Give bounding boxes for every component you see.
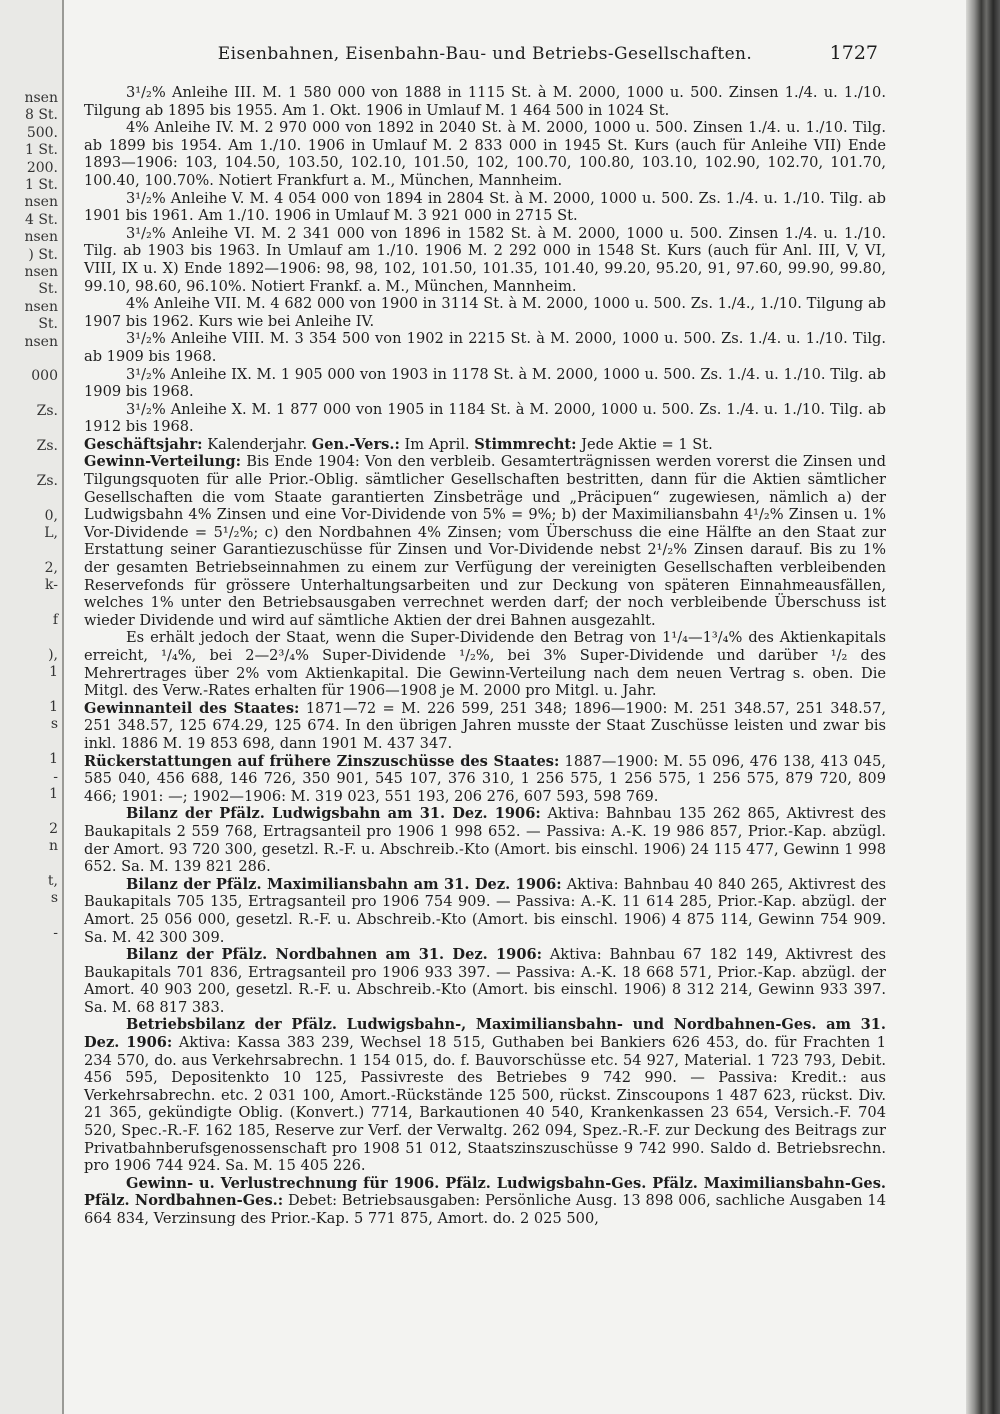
bold-heading: Bilanz der Pfälz. Maximiliansbahn am 31. Dez. 1906: [126, 875, 562, 893]
adjacent-page-fragment: k- [45, 577, 58, 594]
text-paragraph [84, 225, 886, 295]
adjacent-page-fragment: 1 [49, 699, 58, 715]
text-paragraph [84, 366, 886, 401]
text-paragraph [84, 436, 886, 454]
adjacent-page-fragment: t, [47, 873, 58, 889]
adjacent-page-fragment: f [52, 612, 58, 628]
text-paragraph [84, 876, 886, 946]
adjacent-page-fragment: 8 St. [24, 107, 58, 124]
adjacent-page-fragment: - [53, 925, 58, 942]
book-binding-edge [966, 0, 1000, 1414]
bold-heading: Bilanz der Pfälz. Ludwigsbahn am 31. Dez. 1906: [126, 805, 541, 823]
document-page [84, 30, 886, 1400]
paragraph-text: 3¹/₂% Anleihe X. M. 1 877 000 von 1905 in 1184 St. à M. 2000, 1000 u. 500. Zs. 1./4. u. 1./10. Tilg. ab 1912 bis 1968. [84, 400, 886, 436]
adjacent-page-fragment: s [50, 890, 58, 907]
paragraph-text: 1887—1900: M. 55 096, 476 138, 413 045, 585 040, 456 688, 146 726, 350 901, 545 107, 376 310, 1 256 575, 1 256 575, 1 256 575, 879 720, 809 466; 1901: —; 1902—1906: M. 319 023, 551 193, 206 276, 607 593, 598 769. [84, 752, 886, 805]
adjacent-page-fragment: 0, [44, 507, 58, 524]
adjacent-page-fragment: 4 St. [24, 211, 58, 228]
text-paragraph [84, 1016, 886, 1174]
paragraph-text: 1871—72 = M. 226 599, 251 348; 1896—1900: M. 251 348.57, 251 348.57, 251 348.57, 125 674.29, 125 674. In den übrigen Jahren musste der Staat Zuschüsse leisten und zwar bis inkl. 1886 M. 19 853 698, dann 1901 M. 437 347. [84, 699, 886, 752]
bold-heading: Betriebsbilanz der Pfälz. Ludwigsbahn-, Maximiliansbahn- und Nordbahnen-Ges. am 31. Dez. 1906: [84, 1016, 886, 1052]
text-paragraph [84, 1175, 886, 1228]
adjacent-page-fragment: St. [38, 281, 58, 298]
paragraph-text: 3¹/₂% Anleihe III. M. 1 580 000 von 1888 in 1115 St. à M. 2000, 1000 u. 500. Zinsen 1./4. u. 1./10. Tilgung ab 1895 bis 1955. Am 1. Okt. 1906 in Umlauf M. 1 464 500 in 1024 St. [84, 84, 886, 119]
text-paragraph [84, 700, 886, 753]
bold-heading: Rückerstattungen auf frühere Zinszuschüsse des Staates: [84, 752, 560, 770]
paragraph-text: 3¹/₂% Anleihe VIII. M. 3 354 500 von 1902 in 2215 St. à M. 2000, 1000 u. 500. Zs. 1./4. u. 1./10. Tilg. ab 1909 bis 1968. [84, 330, 886, 365]
adjacent-page-fragment: 1 St. [24, 142, 58, 159]
adjacent-page-fragment: Zs. [36, 403, 58, 420]
adjacent-page-strip [0, 0, 64, 1414]
paragraph-text: Aktiva: Kassa 383 239, Wechsel 18 515, Guthaben bei Bankiers 626 453, do. für Frachten 1 234 570, do. aus Verkehrsabrechn. 1 154 015, do. f. Bauvorschüsse etc. 54 927, Material. 1 723 793, Debit. 456 595, Depositenkto 10 125, Passivreste des Betriebes 9 742 990. — Passiva: Kredit.: aus Verkehrsabrechn. etc. 2 031 100, Amort.-Rückstände 125 500, rückst. Zinscoupons 1 487 623, rückst. Div. 21 365, gekündigte Oblig. (Konvert.) 7714, Barkautionen 40 540, Krankenkassen 23 654, Versich.-F. 704 520, Spec.-R.-F. 162 185, Reserve zur Verf. der Verwaltg. 262 094, Spez.-R.-F. zur Deckung des Beitrags zur Privatbahnberufsgenossenschaft pro 1908 51 012, Staatszinszuschüsse 9 742 990. Saldo d. Betriebsrechn. pro 1906 744 924. Sa. M. 15 405 226. [84, 1034, 886, 1175]
paragraph-text: Im April. [399, 435, 475, 453]
text-paragraph [84, 453, 886, 629]
page-body [84, 84, 886, 1228]
paragraph-text: 4% Anleihe VII. M. 4 682 000 von 1900 in 3114 St. à M. 2000, 1000 u. 500. Zs. 1./4., 1./10. Tilgung ab 1907 bis 1962. Kurs wie bei Anleihe IV. [84, 295, 886, 330]
paragraph-text: Kalenderjahr. [202, 435, 312, 453]
adjacent-page-fragment: s [50, 716, 58, 733]
adjacent-page-fragment: Zs. [36, 438, 58, 454]
paragraph-text: Aktiva: Bahnbau 40 840 265, Aktivrest des Baukapitals 705 135, Ertragsanteil pro 1906 754 909. — Passiva: A.-K. 11 614 285, Prior.-Kap. abzügl. der Amort. 25 056 000, gesetzl. R.-F. u. Abschreib.-Kto (Amort. bis einschl. 1906) 4 875 114, Gewinn 754 909. Sa. M. 42 300 309. [84, 875, 886, 946]
text-paragraph [84, 805, 886, 875]
adjacent-page-fragment: nsen [24, 194, 58, 211]
text-paragraph [84, 753, 886, 806]
adjacent-page-fragment: nsen [24, 333, 58, 350]
bold-heading: Stimmrecht: [474, 435, 577, 453]
adjacent-page-fragment: 1 [49, 786, 58, 802]
bold-heading: Gen.-Vers.: [311, 435, 400, 453]
adjacent-page-fragment: 200. [26, 159, 58, 176]
adjacent-page-fragment: n [48, 838, 58, 855]
paragraph-text: 3¹/₂% Anleihe VI. M. 2 341 000 von 1896 in 1582 St. à M. 2000, 1000 u. 500. Zinsen 1./4. u. 1./10. Tilg. ab 1903 bis 1963. In Umlauf am 1./10. 1906 M. 2 292 000 in 1548 St. Kurs (auch für Anl. III, V, VI, VIII, IX u. X) Ende 1892—1906: 98, 98, 102, 101.50, 101.35, 101.40, 99.20, 95.20, 91, 97.60, 99.90, 99.80, 99.10, 98.60, 96.10%. Notiert Frankf. a. M., München, Mannheim. [84, 224, 886, 295]
adjacent-page-fragment: 1 St. [24, 177, 58, 193]
adjacent-page-fragment: nsen [24, 90, 58, 106]
adjacent-page-fragment: St. [38, 316, 58, 333]
bold-heading: Gewinnanteil des Staates: [84, 699, 300, 717]
adjacent-page-fragment: nsen [24, 264, 58, 280]
adjacent-page-fragment: - [53, 768, 58, 785]
adjacent-page-fragment: 1 [49, 664, 58, 681]
page-number: 1727 [829, 42, 878, 64]
paragraph-text: 3¹/₂% Anleihe IX. M. 1 905 000 von 1903 in 1178 St. à M. 2000, 1000 u. 500. Zs. 1./4. u. 1./10. Tilg. ab 1909 bis 1968. [84, 365, 886, 401]
text-paragraph [84, 190, 886, 225]
text-paragraph [84, 629, 886, 699]
paragraph-text: Es erhält jedoch der Staat, wenn die Super-Dividende den Betrag von 1¹/₄—1³/₄% des Aktienkapitals erreicht, ¹/₄%, bei 2—2³/₄% Super-Dividende ¹/₂%, bei 3% Super-Dividende und darüber ¹/₂ des Mehrertrages über 2% vom Aktienkapital. Die Gewinn-Verteilung nach dem neuen Vertrag s. oben. Die Mitgl. des Verw.-Rates erhalten für 1906—1908 je M. 2000 pro Mitgl. u. Jahr. [84, 629, 886, 700]
paragraph-text: Debet: Betriebsausgaben: Persönliche Ausg. 13 898 006, sachliche Ausgaben 14 664 834, Verzinsung des Prior.-Kap. 5 771 875, Amort. do. 2 025 500, [84, 1192, 886, 1227]
bold-heading: Gewinn- u. Verlustrechnung für 1906. Pfälz. Ludwigsbahn-Ges. Pfälz. Maximiliansbahn-Ges. Pfälz. Nordbahnen-Ges.: [84, 1174, 886, 1210]
running-head [84, 30, 886, 64]
page-header-title: Eisenbahnen, Eisenbahn-Bau- und Betriebs-Gesellschaften. [217, 44, 753, 64]
adjacent-page-fragment: 500. [26, 124, 58, 141]
bold-heading: Geschäftsjahr: [84, 435, 203, 453]
adjacent-page-fragment: nsen [24, 229, 58, 246]
paragraph-text: Aktiva: Bahnbau 135 262 865, Aktivrest des Baukapitals 2 559 768, Ertragsanteil pro 1906 1 998 652. — Passiva: A.-K. 19 986 857, Prior.-Kap. abzügl. der Amort. 93 720 300, gesetzl. R.-F. u. Abschreib.-Kto (Amort. bis einschl. 1906) 24 115 477, Gewinn 1 998 652. Sa. M. 139 821 286. [84, 805, 886, 876]
adjacent-page-fragment: 2, [44, 559, 58, 576]
text-paragraph [84, 119, 886, 189]
adjacent-page-fragment: Zs. [36, 472, 58, 489]
adjacent-page-fragment: ), [48, 646, 58, 663]
text-paragraph [84, 84, 886, 119]
bold-heading: Gewinn-Verteilung: [84, 453, 241, 471]
adjacent-page-fragment: 2 [49, 820, 58, 837]
adjacent-page-fragment: nsen [24, 298, 58, 315]
adjacent-page-fragment: 000 [31, 368, 58, 385]
adjacent-page-fragment: 1 [49, 751, 58, 768]
paragraph-text: Bis Ende 1904: Von den verbleib. Gesamterträgnissen werden vorerst die Zinsen und Tilgungsquoten für alle Prior.-Oblig. sämtlicher Gesellschaften bestritten, dann für die Aktien sämtlicher Gesellschaften die vom Staate garantierten Zinsbeträge und „Präcipuen“ zugewiesen, nämlich a) der Ludwigsbahn 4% Zinsen und eine Vor-Dividende von 5% = 9%; b) der Maximiliansbahn 4¹/₂% Zinsen u. 1% Vor-Dividende = 5¹/₂%; c) den Nordbahnen 4% Zinsen; vom Überschuss die eine Hälfte an den Staat zur Erstattung seiner Garantiezuschüsse für Zinsen und Vor-Dividende nebst 2¹/₂% Zinsen darauf. Bis zu 1% der gesamten Betriebseinnahmen zu einem zur Verfügung der vereinigten Gesellschaften verbleibenden Reservefonds für grössere Unterhaltungsarbeiten und zur Deckung von späteren Einnahmeausfällen, welches 1% unter den Betriebsausgaben verrechnet werden darf; der noch verbleibende Überschuss ist wieder Dividende und wird auf sämtliche Aktien der drei Bahnen ausgezahlt. [84, 453, 886, 629]
text-paragraph [84, 295, 886, 330]
paragraph-text: Jede Aktie = 1 St. [576, 435, 713, 453]
text-paragraph [84, 401, 886, 436]
text-paragraph [84, 330, 886, 365]
paragraph-text: Aktiva: Bahnbau 67 182 149, Aktivrest des Baukapitals 701 836, Ertragsanteil pro 1906 933 397. — Passiva: A.-K. 18 668 571, Prior.-Kap. abzügl. der Amort. 40 903 200, gesetzl. R.-F. u. Abschreib.-Kto (Amort. bis einschl. 1906) 8 312 214, Gewinn 933 397. Sa. M. 68 817 383. [84, 946, 886, 1016]
adjacent-page-fragment: ) St. [28, 246, 58, 263]
text-paragraph [84, 946, 886, 1016]
paragraph-text: 4% Anleihe IV. M. 2 970 000 von 1892 in 2040 St. à M. 2000, 1000 u. 500. Zinsen 1./4. u. 1./10. Tilg. ab 1899 bis 1954. Am 1./10. 1906 in Umlauf M. 2 833 000 in 1945 St. Kurs (auch für Anleihe VII) Ende 1893—1906: 103, 104.50, 103.50, 102.10, 101.50, 102, 100.70, 100.80, 103.10, 102.90, 102.70, 101.70, 100.40, 100.70%. Notiert Frankfurt a. M., München, Mannheim. [84, 119, 886, 189]
paragraph-text: 3¹/₂% Anleihe V. M. 4 054 000 von 1894 in 2804 St. à M. 2000, 1000 u. 500. Zs. 1./4. u. 1./10. Tilg. ab 1901 bis 1961. Am 1./10. 1906 in Umlauf M. 3 921 000 in 2715 St. [84, 189, 886, 225]
adjacent-page-fragment: L, [44, 525, 58, 541]
bold-heading: Bilanz der Pfälz. Nordbahnen am 31. Dez. 1906: [126, 946, 543, 964]
